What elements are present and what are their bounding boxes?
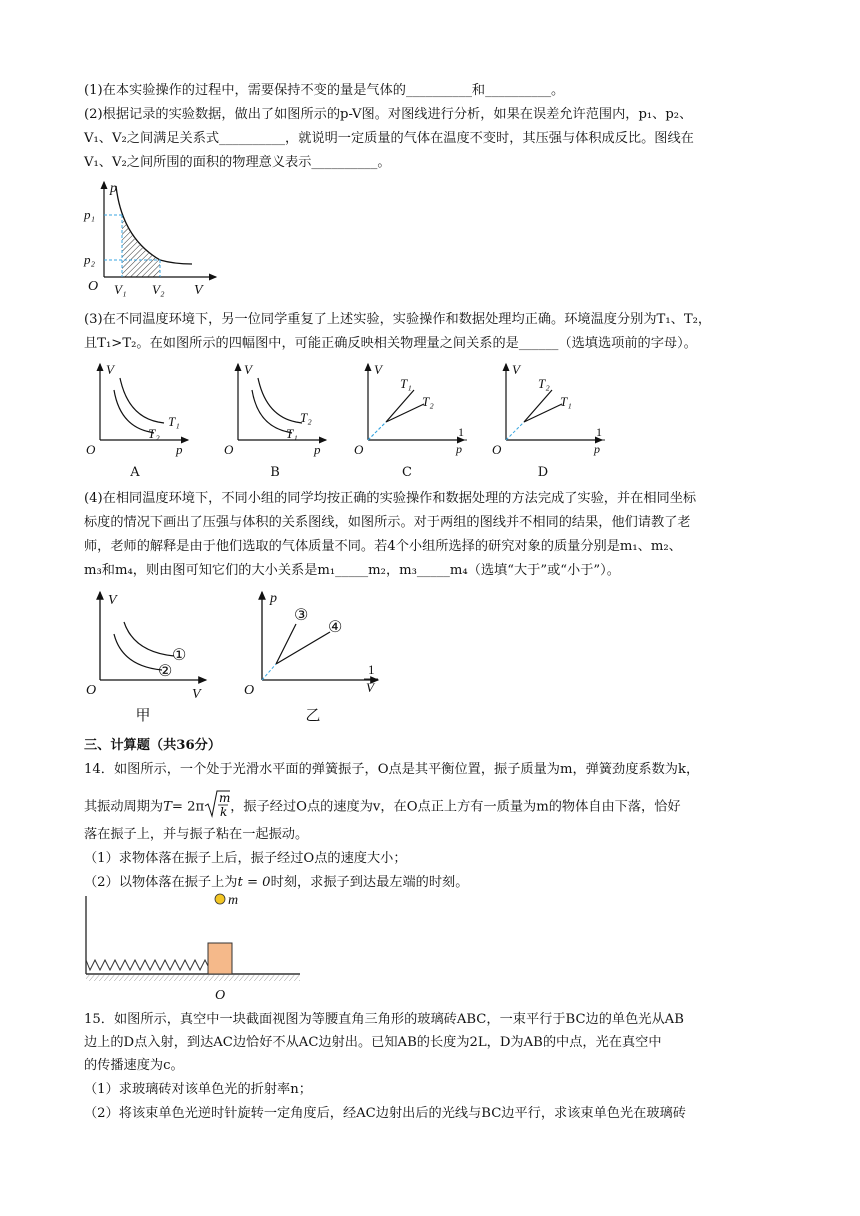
q15-line3: 的传播速度为c。: [84, 1058, 184, 1073]
svg-text:1: 1: [458, 425, 464, 439]
svg-text:V: V: [192, 687, 201, 702]
q14-line1: 14．如图所示，一个处于光滑水平面的弹簧振子，O点是其平衡位置，振子质量为m，弹簧劲度系数为k，: [84, 762, 700, 777]
svg-text:V: V: [366, 680, 374, 695]
q15-line2: 边上的D点入射，到达AC边恰好不从AC边射出。已知AB的长度为2L，D为AB的中点，光在真空中: [84, 1035, 662, 1050]
svg-text:T₁: T₁: [286, 426, 298, 441]
curve-1-label: ①: [172, 647, 187, 664]
svg-text:O: O: [354, 442, 364, 457]
q13-part1-text: (1)在本实验操作的过程中，需要保持不变的量是气体的__________和__________。: [84, 83, 565, 98]
formula-t: T: [163, 799, 172, 815]
figure-jia-caption: 甲: [135, 706, 151, 724]
svg-text:T₂: T₂: [422, 394, 434, 409]
svg-text:T₁: T₁: [168, 414, 180, 429]
svg-text:O: O: [215, 988, 226, 1003]
option-d-label: D: [537, 465, 549, 480]
oscillator-block: [208, 943, 232, 974]
q14-sub2: （2）以物体落在振子上为t = 0时刻，求振子到达最左端的时刻。: [84, 875, 469, 890]
svg-text:O: O: [224, 442, 234, 457]
svg-text:1: 1: [368, 662, 375, 677]
option-c-graph: [352, 360, 476, 460]
svg-text:m: m: [228, 893, 239, 908]
svg-text:V: V: [106, 362, 114, 377]
svg-text:p: p: [314, 442, 321, 457]
svg-text:V: V: [108, 593, 117, 608]
svg-text:T₂: T₂: [148, 426, 160, 441]
svg-text:p: p: [270, 591, 277, 606]
q13-part2-line3: V₁、V₂之间所围的面积的物理意义表示__________。: [84, 155, 391, 170]
svg-text:p: p: [594, 442, 600, 456]
q13-part2-line1: (2)根据记录的实验数据，做出了如图所示的p-V图。对图线进行分析，如果在误差允许范围内，p₁、p₂、: [84, 107, 693, 122]
figure-jia: [84, 588, 214, 700]
svg-text:O: O: [86, 683, 97, 698]
q13-part2-line2: V₁、V₂之间满足关系式__________，就说明一定质量的气体在温度不变时，其压强与体积成反比。图线在: [84, 131, 694, 146]
v1-label: V₁: [114, 282, 127, 297]
spring: [86, 960, 208, 970]
svg-text:V: V: [244, 362, 252, 377]
svg-text:V: V: [512, 362, 520, 377]
origin-label: O: [88, 279, 99, 294]
q13-part4-line4: m₃和m₄，则由图可知它们的大小关系是m₁_____m₂，m₃_____m₄（选填“大于”或“小于”）。: [84, 563, 620, 578]
q14-line2: 其振动周期为T= 2π m k ，振子经过O点的速度为v，在O点正上方有一质量为m的物体自由下落，恰好: [84, 791, 681, 819]
line-4-label: ④: [328, 619, 343, 636]
axis-p-label: p: [110, 181, 117, 196]
option-a-graph: [84, 360, 196, 458]
q15-sub2: （2）将该束单色光逆时针旋转一定角度后，经AC边射出后的光线与BC边平行，求该束单色光在玻璃砖: [84, 1106, 686, 1121]
figure-yi-caption: 乙: [305, 706, 321, 724]
q13-part4-line2: 标度的情况下画出了压强与体积的关系图线，如图所示。对于两组的图线并不相同的结果，他们请教了老: [84, 515, 691, 530]
p2-label: p₂: [84, 252, 96, 267]
curve-2-label: ②: [158, 663, 173, 680]
pv-diagram: [82, 178, 222, 300]
svg-text:p: p: [176, 442, 183, 457]
svg-text:T₁: T₁: [400, 376, 412, 391]
option-a-label: A: [130, 465, 140, 480]
line-3-label: ③: [294, 607, 309, 624]
axis-v-label: V: [194, 283, 203, 298]
option-d-graph: [490, 360, 614, 460]
svg-text:V: V: [374, 362, 382, 377]
svg-text:p: p: [456, 442, 462, 456]
svg-text:k: k: [220, 805, 228, 819]
p1-label: p₁: [84, 207, 96, 222]
svg-text:T₂: T₂: [300, 410, 312, 425]
q15-line1: 15．如图所示，真空中一块截面视图为等腰直角三角形的玻璃砖ABC，一束平行于BC边的单色光从AB: [84, 1012, 684, 1027]
svg-text:1: 1: [596, 425, 602, 439]
figure-yi: [238, 588, 388, 700]
q14-sub1: （1）求物体落在振子上后，振子经过O点的速度大小；: [84, 851, 407, 866]
q13-part3-line2: 且T₁>T₂。在如图所示的四幅图中，可能正确反映相关物理量之间关系的是______（选填选项前的字母）。: [84, 336, 697, 351]
q14-line3: 落在振子上，并与振子粘在一起振动。: [84, 827, 309, 842]
v2-label: V₂: [152, 282, 165, 297]
formula-sqrt: [204, 789, 230, 819]
q15-sub1: （1）求玻璃砖对该单色光的折射率n；: [84, 1082, 312, 1097]
svg-text:O: O: [86, 442, 96, 457]
svg-text:m: m: [219, 791, 231, 805]
svg-text:O: O: [244, 683, 255, 698]
q13-part4-line3: 师，老师的解释是由于他们选取的气体质量不同。若4个小组所选择的研究对象的质量分别是m₁、m₂、: [84, 539, 682, 554]
option-c-label: C: [402, 465, 412, 480]
spring-oscillator-figure: [82, 888, 304, 1006]
option-b-graph: [222, 360, 334, 458]
option-b-label: B: [270, 465, 280, 480]
q13-part3-line1: (3)在不同温度环境下，另一位同学重复了上述实验，实验操作和数据处理均正确。环境温度分别为T₁、T₂，: [84, 312, 712, 327]
q13-part4-line1: (4)在相同温度环境下，不同小组的同学均按正确的实验操作和数据处理的方法完成了实验，并在相同坐标: [84, 491, 697, 506]
section-title: 三、计算题（共36分）: [84, 738, 222, 753]
svg-text:T₂: T₂: [538, 376, 550, 391]
falling-mass-ball: [215, 894, 225, 904]
svg-text:T₁: T₁: [560, 394, 572, 409]
svg-text:O: O: [492, 442, 502, 457]
